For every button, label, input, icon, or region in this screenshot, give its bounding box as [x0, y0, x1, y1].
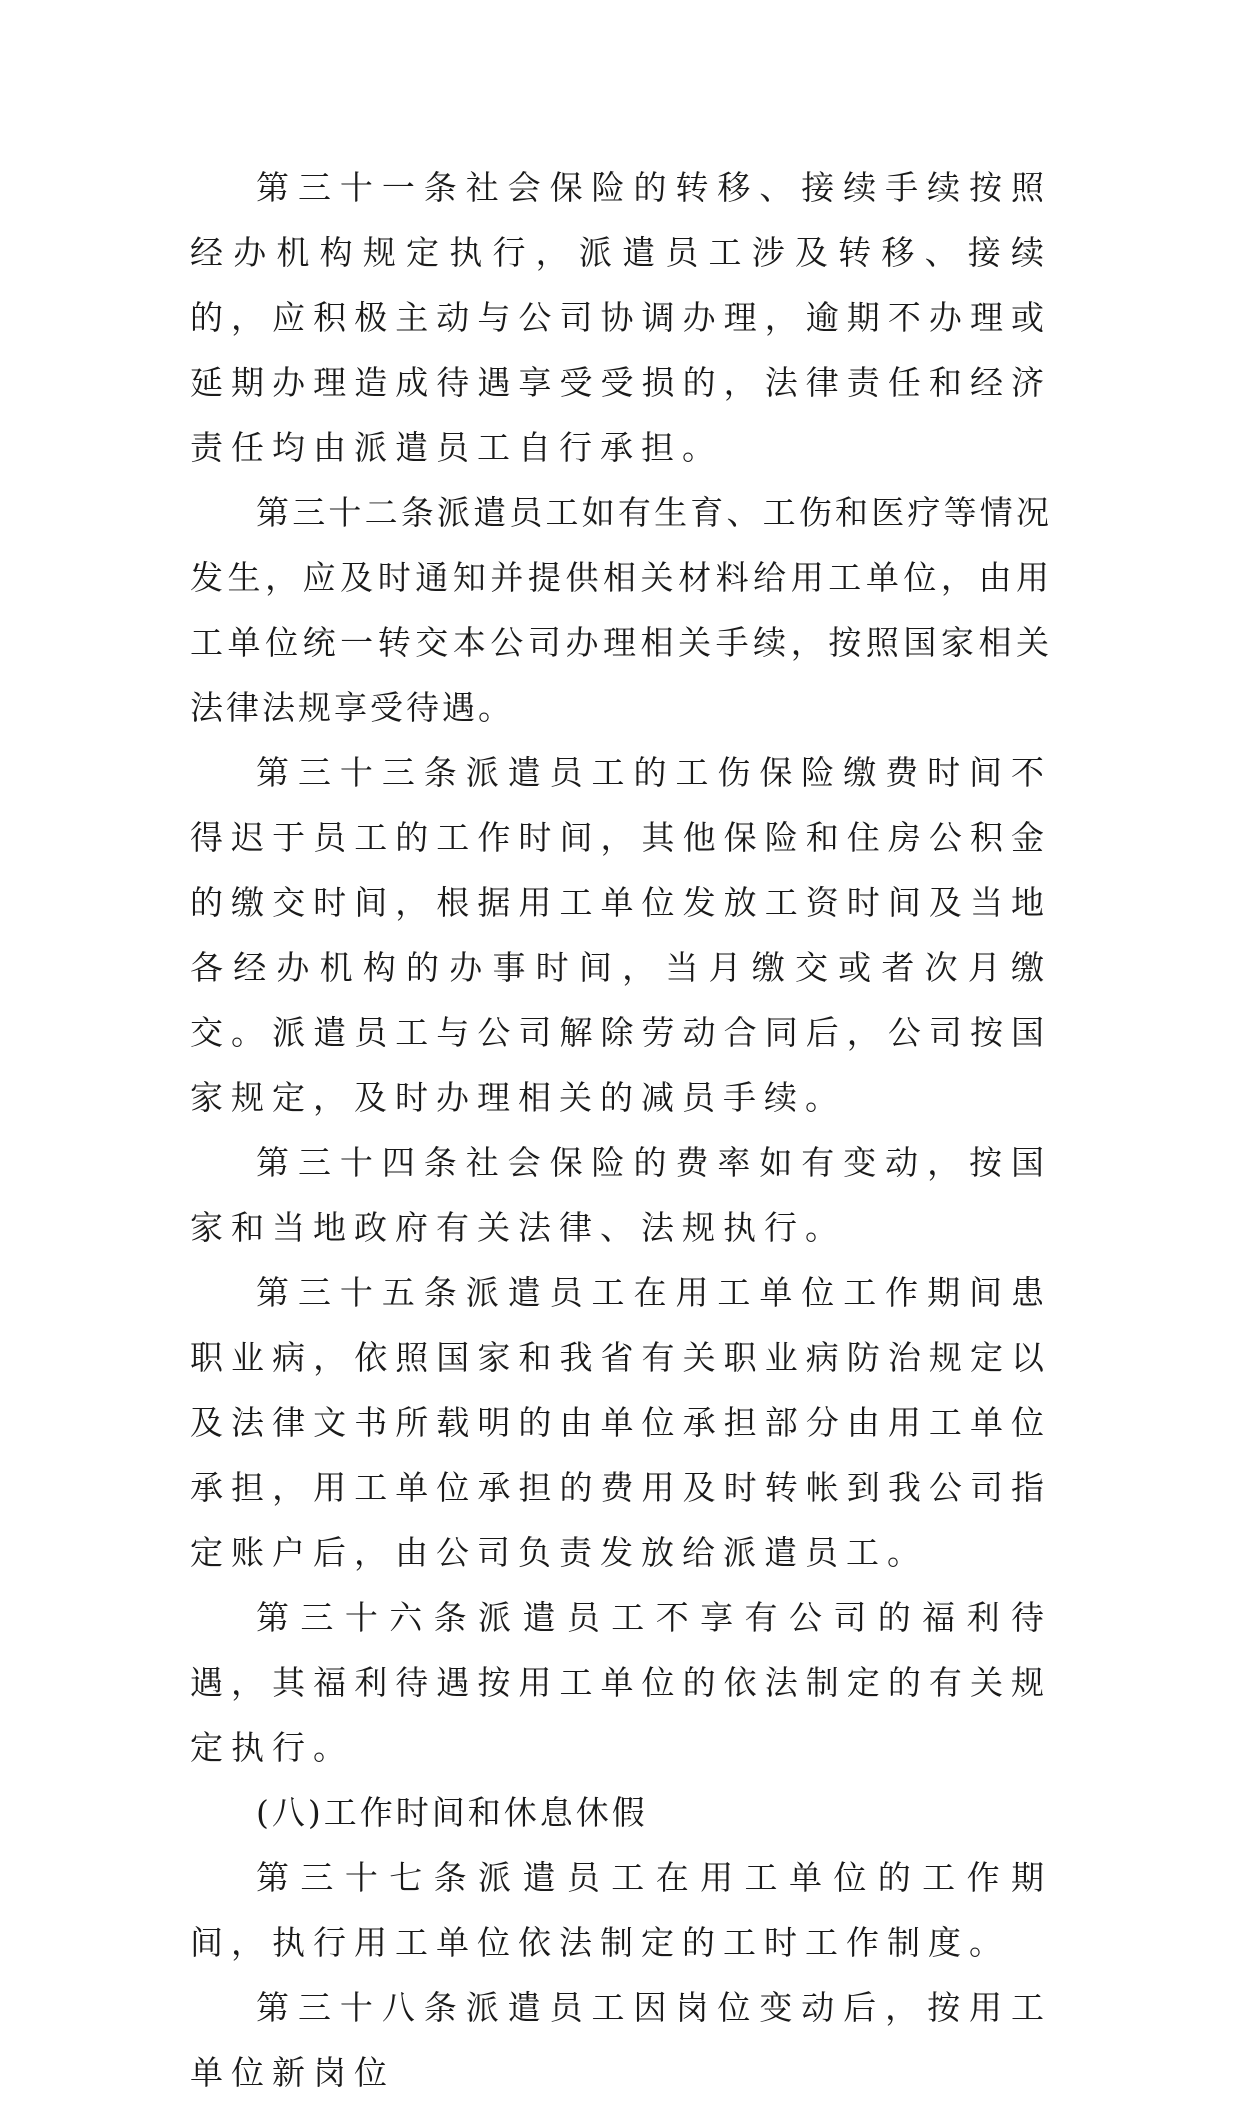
document-body — [190, 155, 1052, 2105]
article-37-paragraph: 第三十七条派遣员工在用工单位的工作期间，执行用工单位依法制定的工时工作制度。 — [190, 1858, 1052, 1962]
article-33-paragraph: 第三十三条派遣员工的工伤保险缴费时间不得迟于员工的工作时间，其他保险和住房公积金的缴交时间，根据用工单位发放工资时间及当地各经办机构的办事时间，当月缴交或者次月缴交。派遣员工与公司解除劳动合同后，公司按国家规定，及时办理相关的减员手续。 — [190, 753, 1052, 1117]
article-31-paragraph: 第三十一条社会保险的转移、接续手续按照经办机构规定执行，派遣员工涉及转移、接续的，应积极主动与公司协调办理，逾期不办理或延期办理造成待遇享受受损的，法律责任和经济责任均由派遣员工自行承担。 — [190, 168, 1052, 467]
article-38-paragraph: 第三十八条派遣员工因岗位变动后，按用工单位新岗位 — [190, 1988, 1052, 2092]
article-36-paragraph: 第三十六条派遣员工不享有公司的福利待遇，其福利待遇按用工单位的依法制定的有关规定执行。 — [190, 1598, 1052, 1767]
article-35-paragraph: 第三十五条派遣员工在用工单位工作期间患职业病，依照国家和我省有关职业病防治规定以及法律文书所载明的由单位承担部分由用工单位承担，用工单位承担的费用及时转帐到我公司指定账户后，由公司负责发放给派遣员工。 — [190, 1273, 1052, 1572]
article-34-paragraph: 第三十四条社会保险的费率如有变动，按国家和当地政府有关法律、法规执行。 — [190, 1143, 1052, 1247]
section-heading: (八)工作时间和休息休假 — [256, 1793, 648, 1832]
article-32-paragraph: 第三十二条派遣员工如有生育、工伤和医疗等情况发生，应及时通知并提供相关材料给用工单位，由用工单位统一转交本公司办理相关手续，按照国家相关法律法规享受待遇。 — [190, 493, 1052, 727]
